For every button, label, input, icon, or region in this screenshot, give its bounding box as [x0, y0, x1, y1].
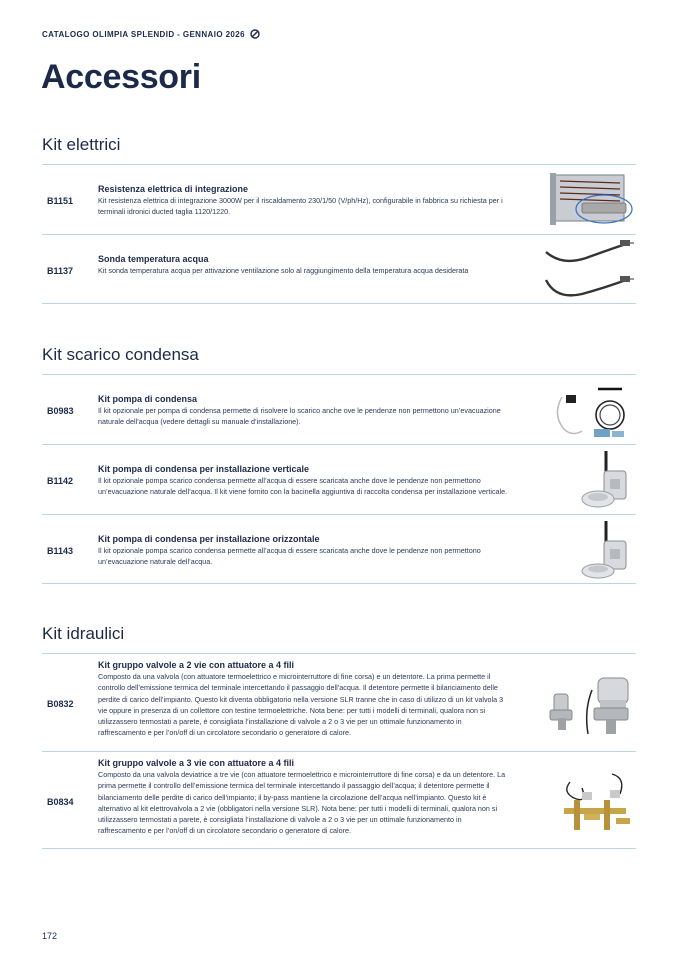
product-description: Composto da una valvola (con attuatore termoelettrico e microinterruttore di fine corsa) e un detentore. La prima permette il controllo dell’emissione termica del terminale intercettando il passaggio dell’acqua. Il detentore permette il bilanciamento delle perdite di carico dell’impianto. Questo kit diventa obbligatorio nella versione SLR tranne che in caso di utilizzo di un kit valvola 3 vie oppure in presenza di un collettore con testine termoelettriche. Nota bene: per tutti i modelli di terminali, qualora non si utilizzassero termostati a parete, è consigliata l’installazione di valvole a 2 o 3 vie per un ottimale funzionamento in raffrescamento e per l’on/off di un circolatore secondario o generatore di calore.: [98, 672, 504, 738]
product-row: [42, 514, 636, 584]
product-row: [42, 751, 636, 849]
product-description: Il kit opzionale pompa scarico condensa permette all’acqua di essere scaricata anche dove le pendenze non permettono un’evacuazione naturale dell’acqua. Il kit viene fornito con la bacinella aggiuntiva di raccolta condensa per installazione verticale.: [98, 476, 508, 497]
product-code: B0983: [47, 406, 74, 416]
product-row: [42, 653, 636, 751]
product-description: Il kit opzionale pompa scarico condensa permette all’acqua di essere scaricata anche dove le pendenze non permettono un’evacuazione naturale dell’acqua.: [98, 546, 481, 567]
section-kit-elettrici: [42, 134, 636, 304]
section-kit-scarico-condensa: [42, 344, 636, 584]
vertical-condensate-pump-image: [576, 449, 636, 511]
product-code: B1143: [47, 546, 74, 556]
catalog-header-text: CATALOGO OLIMPIA SPLENDID - GENNAIO 2026: [42, 29, 245, 39]
product-description: Kit resistenza elettrica di integrazione 3000W per il riscaldamento 230/1/50 (V/ph/Hz), configurabile in fabbrica su richiesta per i terminali idronici ducted taglia 1120/1220.: [98, 196, 503, 217]
brand-logo-icon: [250, 29, 260, 39]
product-name: Kit gruppo valvole a 2 vie con attuatore a 4 fili: [98, 660, 295, 670]
product-row: [42, 164, 636, 234]
product-name: Resistenza elettrica di integrazione: [98, 184, 249, 194]
product-name: Kit pompa di condensa per installazione verticale: [98, 464, 310, 474]
two-way-valve-kit-image: [548, 670, 636, 738]
product-row: [42, 444, 636, 514]
product-row: [42, 234, 636, 304]
section-title: Kit elettrici: [42, 135, 121, 154]
product-description: Kit sonda temperatura acqua per attivazione ventilazione solo al raggiungimento della temperatura acqua desiderata: [98, 266, 469, 275]
product-name: Kit pompa di condensa: [98, 394, 198, 404]
product-name: Kit pompa di condensa per installazione orizzontale: [98, 534, 320, 544]
electric-heater-image: [546, 171, 636, 231]
product-code: B1151: [47, 196, 74, 206]
section-title: Kit scarico condensa: [42, 345, 199, 364]
section-title: Kit idraulici: [42, 624, 125, 643]
product-description: Composto da una valvola deviatrice a tre vie (con attuatore termoelettrico e microinterruttore di fine corsa) e da un detentore. La prima permette il controllo dell’emissione termica del terminale intercettando il passaggio dell’acqua; il detentore permette il bilanciamento delle perdite di carico dell’impianto; il by-pass mantiene la circolazione dell’acqua nell’impianto. Questo kit è alternativo al kit elettrovalvola a 2 vie (obbligatori nella versione SLR). Nota bene: per tutti i modelli di terminali, qualora non si utilizzassero termostati a parete, è consigliata l’installazione di valvole a 2 o 3 vie per un ottimale funzionamento in raffrescamento e per l’on/off di un circolatore secondario o generatore di calore.: [98, 770, 506, 836]
catalog-header: [42, 29, 260, 39]
product-name: Sonda temperatura acqua: [98, 254, 209, 264]
water-temperature-probe-image: [542, 238, 636, 302]
page-number: 172: [42, 931, 58, 941]
product-row: [42, 374, 636, 444]
product-name: Kit gruppo valvole a 3 vie con attuatore a 4 fili: [98, 758, 295, 768]
page-title: Accessori: [41, 58, 201, 96]
product-code: B1137: [47, 266, 74, 276]
three-way-valve-kit-image: [560, 768, 636, 836]
condensate-pump-kit-image: [552, 381, 636, 441]
product-description: Il kit opzionale per pompa di condensa permette di risolvere lo scarico anche ove le pendenze non permettono un’evacuazione naturale dell’acqua (vedere dettagli su manuale d’installazione).: [98, 406, 501, 427]
product-code: B1142: [47, 476, 74, 486]
section-kit-idraulici: [42, 623, 636, 849]
horizontal-condensate-pump-image: [576, 519, 636, 581]
product-code: B0832: [47, 699, 74, 709]
product-code: B0834: [47, 797, 74, 807]
